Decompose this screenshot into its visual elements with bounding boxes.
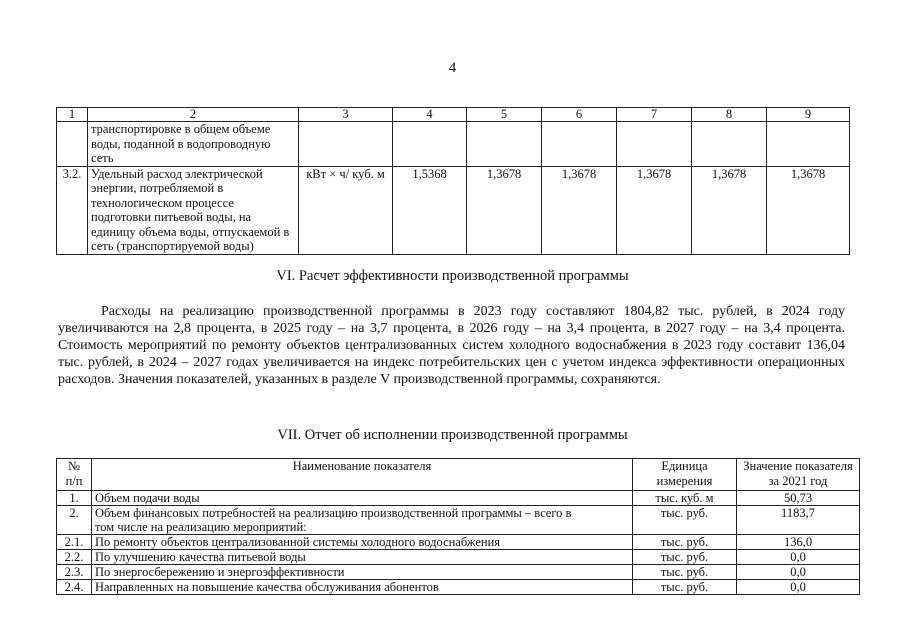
unit-cell: тыс. руб. [633,580,737,595]
header-name: Наименование показателя [92,459,633,491]
row-number: 2.4. [57,580,92,595]
row-number: 2.3. [57,565,92,580]
value-cell [542,122,617,167]
indicator-name: Направленных на повышение качества обслуживания абонентов [92,580,633,595]
table-row [57,580,860,595]
section-title-efficiency: VI. Расчет эффективности производственной программы [276,268,629,284]
column-number: 2 [88,108,299,122]
table-row [57,506,860,535]
indicator-name: По энергосбережению и энергоэффективности [92,565,633,580]
table-row [57,565,860,580]
table-row [57,491,860,506]
value-cell: 1,5368 [393,166,467,254]
unit-cell: кВт × ч/ куб. м [299,166,393,254]
column-number: 1 [57,108,88,122]
value-cell [767,122,850,167]
indicators-table [56,107,850,255]
row-number [57,122,88,167]
indicator-name: Объем финансовых потребностей на реализацию производственной программы – всего в том числе на реализацию мероприятий: [92,506,633,535]
table-row [57,166,850,254]
table-row [57,550,860,565]
unit-cell: тыс. руб. [633,565,737,580]
indicator-name: Объем подачи воды [92,491,633,506]
indicator-name: По ремонту объектов централизованной системы холодного водоснабжения [92,535,633,550]
efficiency-paragraph: Расходы на реализацию производственной программы в 2023 году составляют 1804,82 тыс. рублей, в 2024 году увеличиваются на 2,8 процента, в 2025 году – на 3,7 процента, в 2026 году – на 3,4 процента, в 2027 году – на 3,4 процента. Стоимость мероприятий по ремонту объектов централизованных систем холодного водоснабжения в 2023 году составит 136,04 тыс. рублей, в 2024 – 2027 годах увеличивается на индекс потребительских цен с учетом индекса эффективности операционных расходов. Значения показателей, указанных в разделе V производственной программы, сохраняются. [58,304,845,387]
unit-cell: тыс. руб. [633,506,737,535]
column-number: 6 [542,108,617,122]
value-cell: 1,3678 [542,166,617,254]
page-number: 4 [448,60,457,76]
unit-cell: тыс. руб. [633,550,737,565]
value-cell: 1183,7 [737,506,860,535]
table-row [57,535,860,550]
value-cell: 1,3678 [692,166,767,254]
value-cell [617,122,692,167]
table-header-row [57,108,850,122]
column-number: 9 [767,108,850,122]
indicator-name: транспортировке в общем объеме воды, поданной в водопроводную сеть [88,122,299,167]
value-cell: 136,0 [737,535,860,550]
column-number: 8 [692,108,767,122]
column-number: 3 [299,108,393,122]
value-cell: 50,73 [737,491,860,506]
row-number: 2. [57,506,92,535]
header-unit: Единица измерения [633,459,737,491]
report-table [56,458,860,595]
row-number: 2.1. [57,535,92,550]
indicator-name: По улучшению качества питьевой воды [92,550,633,565]
value-cell: 1,3678 [767,166,850,254]
value-cell: 0,0 [737,580,860,595]
unit-cell: тыс. руб. [633,535,737,550]
table-row [57,122,850,167]
value-cell: 1,3678 [467,166,542,254]
row-number: 3.2. [57,166,88,254]
value-cell: 0,0 [737,565,860,580]
value-cell: 0,0 [737,550,860,565]
value-cell: 1,3678 [617,166,692,254]
column-number: 7 [617,108,692,122]
indicator-name: Удельный расход электрической энергии, потребляемой в технологическом процессе подготовки питьевой воды, на единицу объема воды, отпускаемой в сеть (транспортируемой воды) [88,166,299,254]
unit-cell: тыс. куб. м [633,491,737,506]
value-cell [393,122,467,167]
section-title-report: VII. Отчет об исполнении производственной программы [277,427,628,443]
column-number: 5 [467,108,542,122]
header-number: № п/п [57,459,92,491]
unit-cell [299,122,393,167]
row-number: 1. [57,491,92,506]
value-cell [467,122,542,167]
value-cell [692,122,767,167]
table-header-row [57,459,860,491]
header-value: Значение показателя за 2021 год [737,459,860,491]
column-number: 4 [393,108,467,122]
row-number: 2.2. [57,550,92,565]
